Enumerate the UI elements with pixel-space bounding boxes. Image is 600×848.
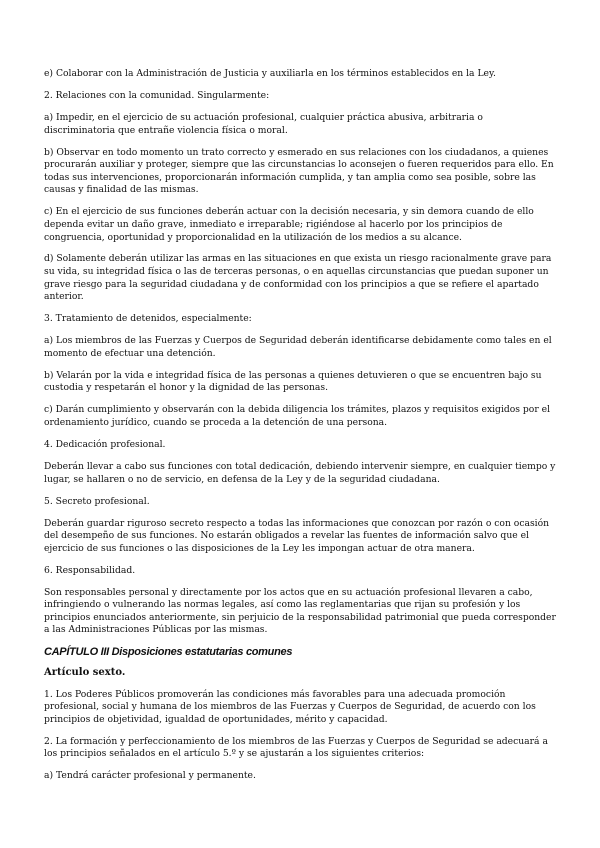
paragraph: b) Observar en todo momento un trato correcto y esmerado en sus relaciones con los ciudadanos, a quienes procurarán auxiliar y proteger, siempre que las circunstancias lo aconsejen o fueren requeridos para ello. En todas sus intervenciones, proporcionarán información cumplida, y tan amplia como sea posible, sobre las causas y finalidad de las mismas. (44, 146, 554, 196)
paragraph: 4. Dedicación profesional. (44, 438, 166, 450)
article-heading: Artículo sexto. (44, 667, 126, 679)
paragraph: 5. Secreto profesional. (44, 495, 150, 507)
paragraph: b) Velarán por la vida e integridad física de las personas a quienes detuvieren o que se encuentren bajo su custodia y respetarán el honor y la dignidad de las personas. (44, 369, 542, 394)
paragraph: 6. Responsabilidad. (44, 564, 136, 576)
chapter-heading: CAPÍTULO III Disposiciones estatutarias comunes (44, 646, 293, 659)
paragraph: 2. La formación y perfeccionamiento de los miembros de las Fuerzas y Cuerpos de Seguridad se adecuará a los principios señalados en el artículo 5.º y se ajustarán a los siguientes criterios: (44, 735, 548, 760)
paragraph: Son responsables personal y directamente por los actos que en su actuación profesional llevaren a cabo, infringiendo o vulnerando las normas legales, así como las reglamentarias que rijan su profesión y los principios enunciados anteriormente, sin perjuicio de la responsabilidad patrimonial que pueda corresponder a las Administraciones Públicas por las mismas. (44, 586, 556, 636)
paragraph: c) En el ejercicio de sus funciones deberán actuar con la decisión necesaria, y sin demora cuando de ello dependa evitar un daño grave, inmediato e irreparable; rigiéndose al hacerlo por los principios de congruencia, oportunidad y proporcionalidad en la utilización de los medios a su alcance. (44, 206, 534, 243)
paragraph: 3. Tratamiento de detenidos, especialmente: (44, 313, 252, 325)
paragraph: Deberán guardar riguroso secreto respecto a todas las informaciones que conozcan por razón o con ocasión del desempeño de sus funciones. No estarán obligados a revelar las fuentes de información salvo que el ejercicio de sus funciones o las disposiciones de la Ley les impongan actuar de otra manera. (44, 517, 550, 554)
paragraph: a) Los miembros de las Fuerzas y Cuerpos de Seguridad deberán identificarse debidamente como tales en el momento de efectuar una detención. (44, 335, 552, 359)
document-page (44, 68, 556, 792)
paragraph: d) Solamente deberán utilizar las armas en las situaciones en que exista un riesgo racionalmente grave para su vida, su integridad física o las de terceras personas, o en aquellas circunstancias que puedan suponer un grave riesgo para la seguridad ciudadana y de conformidad con los principios a que se refiere el apartado anterior. (44, 253, 552, 303)
paragraph: a) Tendrá carácter profesional y permanente. (44, 770, 256, 782)
paragraph: c) Darán cumplimiento y observarán con la debida diligencia los trámites, plazos y requisitos exigidos por el ordenamiento jurídico, cuando se proceda a la detención de una persona. (44, 404, 551, 428)
paragraph: 1. Los Poderes Públicos promoverán las condiciones más favorables para una adecuada promoción profesional, social y humana de los miembros de las Fuerzas y Cuerpos de Seguridad, de acuerdo con los principios de objetividad, igualdad de oportunidades, mérito y capacidad. (44, 688, 536, 725)
paragraph: 2. Relaciones con la comunidad. Singularmente: (44, 89, 270, 101)
paragraph: Deberán llevar a cabo sus funciones con total dedicación, debiendo intervenir siempre, en cualquier tiempo y lugar, se hallaren o no de servicio, en defensa de la Ley y de la seguridad ciudadana. (44, 460, 556, 485)
paragraph: a) Impedir, en el ejercicio de su actuación profesional, cualquier práctica abusiva, arbitraria o discriminatoria que entrañe violencia física o moral. (44, 111, 483, 136)
paragraph: e) Colaborar con la Administración de Justicia y auxiliarla en los términos establecidos en la Ley. (44, 68, 496, 79)
